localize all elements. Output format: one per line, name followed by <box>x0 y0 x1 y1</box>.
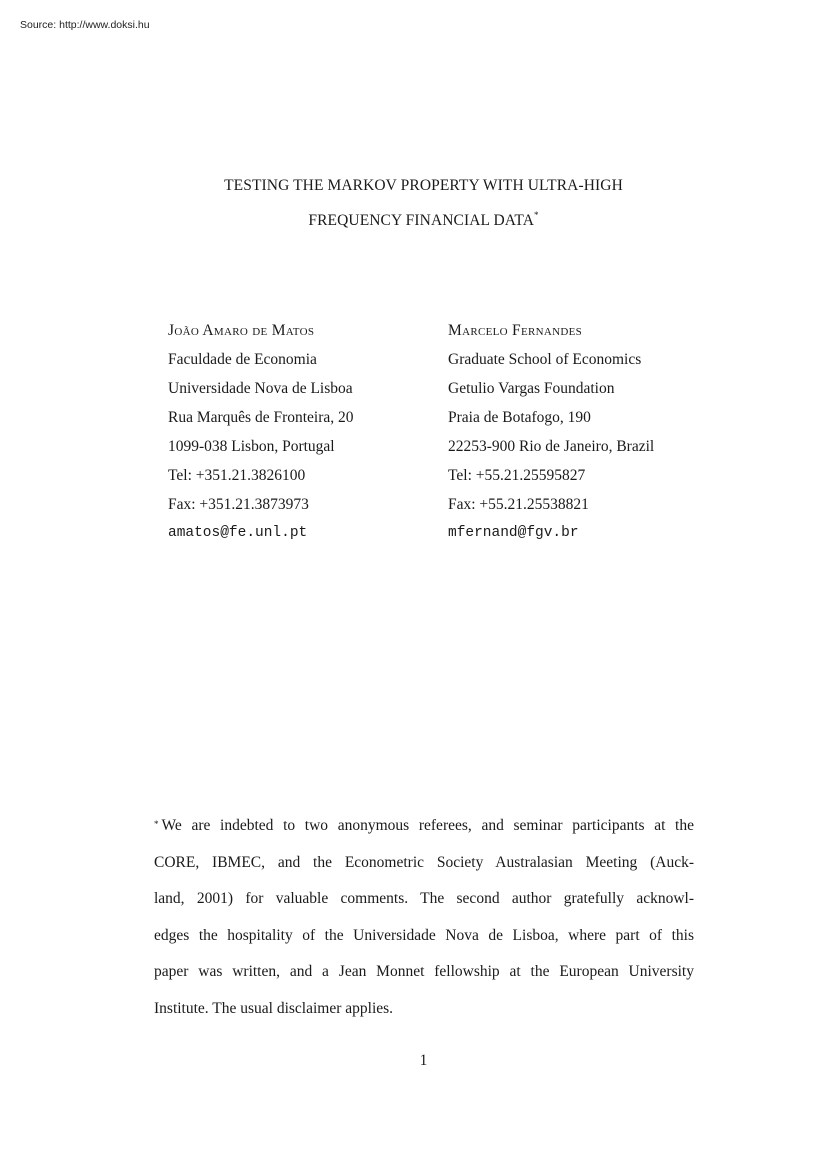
author-affiliation: Getulio Vargas Foundation <box>448 380 615 397</box>
author-affiliation: Faculdade de Economia <box>168 351 317 368</box>
title-text: FREQUENCY FINANCIAL DATA <box>308 212 534 229</box>
title-footnote-mark: * <box>534 210 539 220</box>
author-fax: Fax: +55.21.25538821 <box>448 496 589 513</box>
footnote-line: CORE, IBMEC, and the Econometric Society Australasian Meeting (Auck- <box>154 853 694 871</box>
author-name: João Amaro de Matos <box>168 322 315 339</box>
acknowledgement-footnote <box>154 808 694 1027</box>
author-affiliation: Graduate School of Economics <box>448 351 642 368</box>
author-name: Marcelo Fernandes <box>448 322 583 339</box>
footnote-line: paper was written, and a Jean Monnet fellowship at the European University <box>154 963 694 980</box>
page-number: 1 <box>419 1052 428 1069</box>
author-email: mfernand@fgv.br <box>448 525 579 541</box>
author-address: Rua Marquês de Fronteira, 20 <box>168 409 354 426</box>
author-address: Praia de Botafogo, 190 <box>448 409 591 426</box>
author-email: amatos@fe.unl.pt <box>168 525 308 541</box>
source-watermark: Source: http://www.doksi.hu <box>20 19 150 31</box>
author-tel: Tel: +351.21.3826100 <box>168 467 306 484</box>
author-fax: Fax: +351.21.3873973 <box>168 496 309 513</box>
author-affiliation: Universidade Nova de Lisboa <box>168 380 353 397</box>
author-address: 1099-038 Lisbon, Portugal <box>168 438 335 455</box>
author-tel: Tel: +55.21.25595827 <box>448 467 586 484</box>
author-block-1 <box>168 320 354 552</box>
author-address: 22253-900 Rio de Janeiro, Brazil <box>448 438 655 455</box>
author-block-2 <box>448 320 654 552</box>
footnote-line <box>154 808 694 845</box>
footnote-text: We are indebted to two anonymous referees, and seminar participants at the <box>161 817 694 834</box>
footnote-mark: * <box>154 819 159 829</box>
footnote-line: edges the hospitality of the Universidade Nova de Lisboa, where part of this <box>154 926 694 944</box>
footnote-line: land, 2001) for valuable comments. The second author gratefully acknowl- <box>154 890 694 907</box>
title-text: TESTING THE MARKOV PROPERTY WITH ULTRA-HIGH <box>224 177 623 194</box>
paper-title-line-1 <box>0 177 827 195</box>
footnote-line: Institute. The usual disclaimer applies. <box>154 999 394 1017</box>
paper-title-line-2 <box>0 212 827 230</box>
